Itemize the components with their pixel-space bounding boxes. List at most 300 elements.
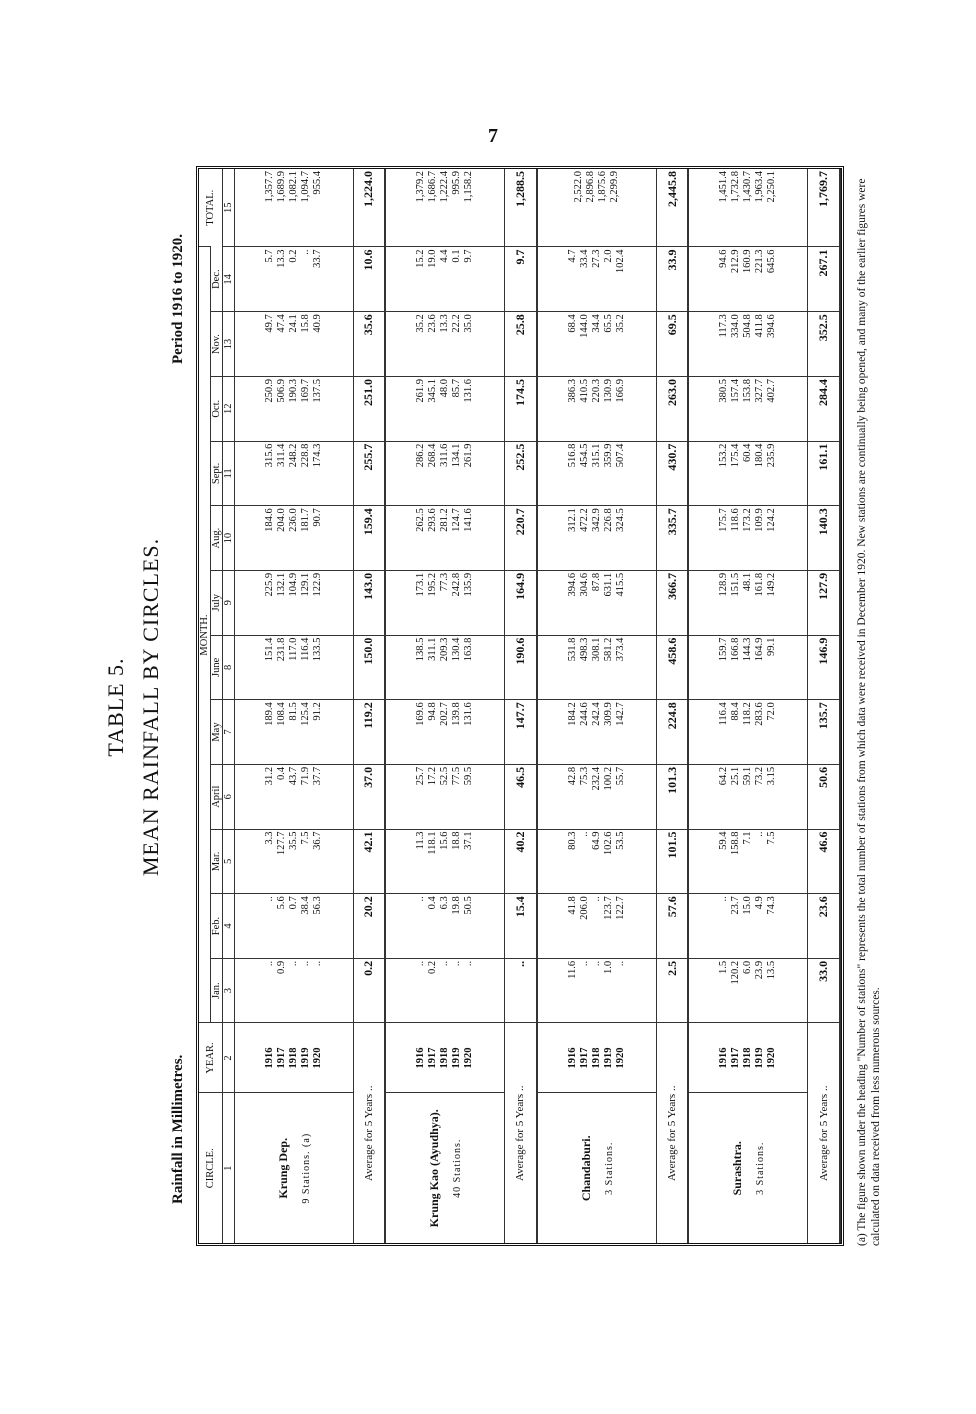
average-value: ..	[505, 958, 537, 1023]
circle-cell	[385, 1093, 505, 1243]
value: 311.4	[275, 443, 287, 467]
value: 59.1	[742, 766, 754, 786]
value: 184.2	[566, 702, 578, 726]
average-label: Average for 5 Years ..	[353, 1023, 385, 1243]
average-label: Average for 5 Years ..	[505, 1023, 537, 1243]
header-month-2: Feb.	[211, 894, 223, 959]
value: 153.2	[718, 443, 730, 468]
value: 144.0	[578, 314, 590, 338]
value: 17.2	[427, 766, 439, 786]
value: 281.2	[439, 508, 451, 532]
value: 180.4	[754, 443, 766, 468]
value: ..	[415, 960, 427, 967]
value-cell	[235, 376, 354, 441]
value: 124.2	[766, 508, 778, 532]
value: 189.4	[263, 702, 275, 726]
value: 139.8	[451, 702, 463, 726]
value-cell	[235, 506, 354, 571]
value-cell	[688, 376, 808, 441]
value: 173.1	[415, 572, 427, 597]
value-cell	[235, 570, 354, 635]
value: 312.1	[566, 508, 578, 532]
value: 48.1	[742, 572, 754, 592]
value: 137.5	[311, 378, 323, 403]
value: 3.3	[263, 831, 275, 845]
value-cell	[385, 441, 505, 506]
value: 102.6	[602, 831, 614, 856]
header-month-1: Jan.	[211, 958, 223, 1023]
value: 380.5	[718, 378, 730, 403]
value: 38.4	[299, 896, 311, 915]
average-value: 127.9	[808, 570, 840, 635]
average-value: 37.0	[353, 764, 385, 829]
value: 504.8	[742, 314, 754, 338]
value: 130.4	[451, 637, 463, 662]
value: 134.1	[451, 443, 463, 468]
value: 498.3	[578, 637, 590, 662]
value: 47.4	[275, 314, 287, 333]
circle-name: Surashtra.	[730, 1141, 745, 1196]
average-value: 50.6	[808, 764, 840, 829]
value: ..	[590, 896, 602, 902]
value: 221.3	[754, 249, 766, 274]
average-value: 143.0	[353, 570, 385, 635]
value: 212.9	[730, 249, 742, 274]
value: 161.8	[754, 572, 766, 597]
value: 1,158.2	[463, 171, 475, 203]
value-cell	[537, 635, 657, 700]
value: 2,250.1	[766, 171, 778, 203]
average-label: Average for 5 Years ..	[656, 1023, 688, 1243]
value: 1,686.7	[427, 171, 439, 203]
value-cell	[235, 829, 354, 894]
value-cell	[537, 506, 657, 571]
value: 220.3	[590, 378, 602, 403]
year-value: 1919	[451, 1047, 463, 1069]
value-cell	[385, 894, 505, 959]
value: 5.7	[263, 249, 275, 263]
value: 175.4	[730, 443, 742, 468]
circle-name: Krung Dep.	[275, 1137, 290, 1199]
value-cell	[385, 829, 505, 894]
value: 131.6	[463, 702, 475, 726]
average-value: 366.7	[656, 570, 688, 635]
circle-data-row	[385, 169, 505, 1243]
header-year: YEAR.	[199, 1023, 223, 1093]
column-number: 8	[223, 635, 235, 700]
value: 64.9	[590, 831, 602, 850]
value: 373.4	[614, 637, 626, 662]
value-cell	[537, 312, 657, 377]
value: 342.9	[590, 508, 602, 532]
value: 35.5	[287, 831, 299, 850]
average-value: 263.0	[656, 376, 688, 441]
value-cell	[688, 829, 808, 894]
value: ..	[263, 960, 275, 967]
value: 108.4	[275, 702, 287, 726]
value: 6.3	[439, 896, 451, 910]
value: 250.9	[263, 378, 275, 403]
value: 33.7	[311, 249, 323, 268]
value: 77.3	[439, 572, 451, 592]
column-number: 6	[223, 764, 235, 829]
footnote: (a) The figure shown under the heading "Number of stations" represents the total number of stations from which data were received in December 1920. New stations are continually being opened, and many of the earlier figures were calculated on data received from less numerous sources.	[856, 178, 882, 1246]
value: 3.15	[766, 766, 778, 786]
average-value: 101.5	[656, 829, 688, 894]
value: 151.5	[730, 572, 742, 597]
value: 159.7	[718, 637, 730, 662]
value-cell	[688, 441, 808, 506]
value: 1.0	[602, 960, 614, 974]
value: 117.3	[718, 314, 730, 338]
value: 315.1	[590, 443, 602, 468]
value: 244.6	[578, 702, 590, 726]
value: 955.4	[311, 171, 323, 195]
average-value: 33.0	[808, 958, 840, 1023]
value: 68.4	[566, 314, 578, 333]
value-cell	[688, 764, 808, 829]
year-value: 1919	[299, 1047, 311, 1069]
value: 995.9	[451, 171, 463, 195]
average-value: 2.5	[656, 958, 688, 1023]
average-value: 20.2	[353, 894, 385, 959]
value: 25.1	[730, 766, 742, 786]
value: 236.0	[287, 508, 299, 532]
value: 75.3	[578, 766, 590, 786]
value: 74.3	[766, 896, 778, 915]
value: 169.6	[415, 702, 427, 726]
value: 1,357.7	[263, 171, 275, 203]
average-value: 25.8	[505, 312, 537, 377]
value: 118.1	[427, 831, 439, 855]
value: 141.6	[463, 508, 475, 532]
circle-stations: 3 Stations.	[603, 1141, 615, 1195]
value: 454.5	[578, 443, 590, 468]
value-cell	[235, 169, 354, 247]
value: ..	[578, 960, 590, 967]
value: 158.8	[730, 831, 742, 856]
average-value: 284.4	[808, 376, 840, 441]
value: 166.9	[614, 378, 626, 403]
value: 94.8	[427, 702, 439, 721]
value: 23.9	[754, 960, 766, 980]
value-cell	[385, 635, 505, 700]
average-value: 458.6	[656, 635, 688, 700]
value: 77.5	[451, 766, 463, 786]
value: 15.0	[742, 896, 754, 915]
value: ..	[590, 960, 602, 967]
year-value: 1920	[463, 1047, 475, 1069]
value: 118.2	[742, 702, 754, 726]
value-cell	[688, 506, 808, 571]
value: 100.2	[602, 766, 614, 791]
value: 124.7	[451, 508, 463, 532]
average-value: 135.7	[808, 700, 840, 765]
value-cell	[235, 635, 354, 700]
header-month-6: June	[211, 635, 223, 700]
value: 9.7	[463, 249, 475, 263]
circle-name: Krung Kao (Ayudhya).	[427, 1109, 442, 1228]
rainfall-table-frame	[196, 166, 844, 1246]
header-total: TOTAL.	[199, 169, 223, 247]
circle-stations: 3 Stations.	[755, 1141, 767, 1195]
average-value: 164.9	[505, 570, 537, 635]
value: 163.8	[463, 637, 475, 662]
average-value: 1,224.0	[353, 169, 385, 247]
value: 386.3	[566, 378, 578, 403]
value-cell	[688, 247, 808, 312]
value: 133.5	[311, 637, 323, 662]
average-value: 352.5	[808, 312, 840, 377]
column-number: 13	[223, 312, 235, 377]
average-value: 224.8	[656, 700, 688, 765]
value: 1,430.7	[742, 171, 754, 203]
value: 71.9	[299, 766, 311, 786]
value: 59.4	[718, 831, 730, 850]
value: 160.9	[742, 249, 754, 274]
value: 225.9	[263, 572, 275, 597]
column-number: 11	[223, 441, 235, 506]
value: 195.2	[427, 572, 439, 597]
value: 23.7	[730, 896, 742, 915]
value: 122.7	[614, 896, 626, 920]
value-cell	[385, 764, 505, 829]
value: 19.8	[451, 896, 463, 915]
value: 144.3	[742, 637, 754, 662]
value: ..	[311, 960, 323, 967]
value-cell	[385, 169, 505, 247]
column-number: 4	[223, 894, 235, 959]
value: 109.9	[754, 508, 766, 532]
average-value: 190.6	[505, 635, 537, 700]
average-value: 46.5	[505, 764, 537, 829]
value: 1,082.1	[287, 171, 299, 203]
value-cell	[537, 169, 657, 247]
value: 169.7	[299, 378, 311, 403]
header-row-column-numbers	[223, 169, 235, 1243]
value-cell	[537, 958, 657, 1023]
value: 5.6	[275, 896, 287, 910]
average-value: 146.9	[808, 635, 840, 700]
average-value: 161.1	[808, 441, 840, 506]
value-cell	[385, 506, 505, 571]
value: 120.2	[730, 960, 742, 985]
value: 59.5	[463, 766, 475, 786]
value: 36.7	[311, 831, 323, 850]
value: 11.3	[415, 831, 427, 850]
value: 1,379.2	[415, 171, 427, 203]
value: 359.9	[602, 443, 614, 468]
average-value: 252.5	[505, 441, 537, 506]
value: 1.5	[718, 960, 730, 974]
value-cell	[537, 376, 657, 441]
value: 35.2	[415, 314, 427, 333]
year-value: 1917	[730, 1047, 742, 1069]
average-value: 147.7	[505, 700, 537, 765]
value: 24.1	[287, 314, 299, 333]
column-number: 9	[223, 570, 235, 635]
year-value: 1918	[287, 1047, 299, 1069]
value-cell	[537, 247, 657, 312]
column-number: 12	[223, 376, 235, 441]
value: ..	[299, 249, 311, 255]
value: 22.2	[451, 314, 463, 333]
year-value: 1916	[263, 1047, 275, 1069]
value: 1,451.4	[718, 171, 730, 203]
value-cell	[235, 441, 354, 506]
average-row	[808, 169, 840, 1243]
value: 4.9	[754, 896, 766, 910]
value: 135.9	[463, 572, 475, 597]
value: 311.1	[427, 637, 439, 661]
average-row	[505, 169, 537, 1243]
average-value: 251.0	[353, 376, 385, 441]
year-value: 1917	[275, 1047, 287, 1069]
value: 94.6	[718, 249, 730, 268]
value-cell	[688, 635, 808, 700]
value-cell	[385, 376, 505, 441]
value: 88.4	[730, 702, 742, 721]
average-value: 57.6	[656, 894, 688, 959]
year-value: 1920	[766, 1047, 778, 1069]
average-value: 23.6	[808, 894, 840, 959]
value-cell	[235, 312, 354, 377]
average-value: 9.7	[505, 247, 537, 312]
average-value: 0.2	[353, 958, 385, 1023]
value: 181.7	[299, 508, 311, 532]
value: 35.0	[463, 314, 475, 333]
value: 127.7	[275, 831, 287, 856]
value-cell	[688, 312, 808, 377]
value: 31.2	[263, 766, 275, 786]
average-value: 1,769.7	[808, 169, 840, 247]
value: 49.7	[263, 314, 275, 333]
table-subtitle: MEAN RAINFALL BY CIRCLES.	[138, 537, 163, 877]
value: 0.2	[287, 249, 299, 263]
year-value: 1917	[427, 1047, 439, 1069]
value: 153.8	[742, 378, 754, 403]
average-value: 101.3	[656, 764, 688, 829]
value: 85.7	[451, 378, 463, 398]
circle-cell	[537, 1093, 657, 1243]
value: 43.7	[287, 766, 299, 786]
average-value: 33.9	[656, 247, 688, 312]
value: ..	[415, 896, 427, 902]
value: 581.2	[602, 637, 614, 662]
column-number: 1	[223, 1093, 235, 1243]
value: 311.6	[439, 443, 451, 467]
value: 23.6	[427, 314, 439, 333]
value: 315.6	[263, 443, 275, 468]
value: 631.1	[602, 572, 614, 597]
value: 2,522.0	[572, 171, 584, 203]
average-row	[656, 169, 688, 1243]
value-cell	[235, 958, 354, 1023]
value-cell	[385, 312, 505, 377]
header-month-3: Mar.	[211, 829, 223, 894]
value: 50.5	[463, 896, 475, 915]
value: 13.3	[275, 249, 287, 268]
value: 0.1	[451, 249, 463, 263]
value: 53.5	[614, 831, 626, 850]
column-number: 14	[223, 247, 235, 312]
average-row	[353, 169, 385, 1243]
value: 304.6	[578, 572, 590, 597]
value: 15.6	[439, 831, 451, 850]
year-value: 1916	[718, 1047, 730, 1069]
value: 102.4	[614, 249, 626, 274]
value: 231.8	[275, 637, 287, 662]
column-number: 5	[223, 829, 235, 894]
column-number: 10	[223, 506, 235, 571]
value: 80.3	[566, 831, 578, 850]
value-cell	[235, 700, 354, 765]
average-value: 140.3	[808, 506, 840, 571]
header-month-7: July	[211, 570, 223, 635]
value: 293.6	[427, 508, 439, 532]
value: 1,094.7	[299, 171, 311, 203]
value: 248.2	[287, 443, 299, 468]
value: 184.6	[263, 508, 275, 532]
value: 13.5	[766, 960, 778, 980]
value: 19.0	[427, 249, 439, 268]
value: 34.4	[590, 314, 602, 333]
value: 283.6	[754, 702, 766, 726]
value: 125.4	[299, 702, 311, 726]
value-cell	[385, 958, 505, 1023]
value: 117.0	[287, 637, 299, 661]
value: 334.0	[730, 314, 742, 338]
value: 232.4	[590, 766, 602, 791]
value: 7.5	[299, 831, 311, 845]
header-row-top	[199, 169, 211, 1243]
value: 202.7	[439, 702, 451, 726]
value: 308.1	[590, 637, 602, 662]
value: 56.3	[311, 896, 323, 915]
value: 402.7	[766, 378, 778, 403]
year-cell	[235, 1023, 354, 1093]
value: 0.9	[275, 960, 287, 974]
value: 226.8	[602, 508, 614, 532]
value-cell	[688, 894, 808, 959]
circle-name: Chandaburi.	[578, 1135, 593, 1202]
value: 394.6	[566, 572, 578, 597]
value: 190.3	[287, 378, 299, 403]
year-cell	[385, 1023, 505, 1093]
value: 7.1	[742, 831, 754, 845]
value: 131.6	[463, 378, 475, 403]
average-value: 430.7	[656, 441, 688, 506]
value: 1,689.9	[275, 171, 287, 203]
value: 206.0	[578, 896, 590, 920]
value: 35.2	[614, 314, 626, 333]
value: ..	[463, 960, 475, 967]
value-cell	[537, 894, 657, 959]
value: ..	[299, 960, 311, 967]
value: 6.0	[742, 960, 754, 974]
year-value: 1916	[566, 1047, 578, 1069]
year-value: 1920	[614, 1047, 626, 1069]
value: 18.8	[451, 831, 463, 850]
value: 151.4	[263, 637, 275, 662]
value: ..	[578, 831, 590, 837]
value: 173.2	[742, 508, 754, 532]
value: 4.7	[566, 249, 578, 263]
circle-data-row	[235, 169, 354, 1243]
value: 40.9	[311, 314, 323, 333]
value: 128.9	[718, 572, 730, 597]
value: 91.2	[311, 702, 323, 721]
